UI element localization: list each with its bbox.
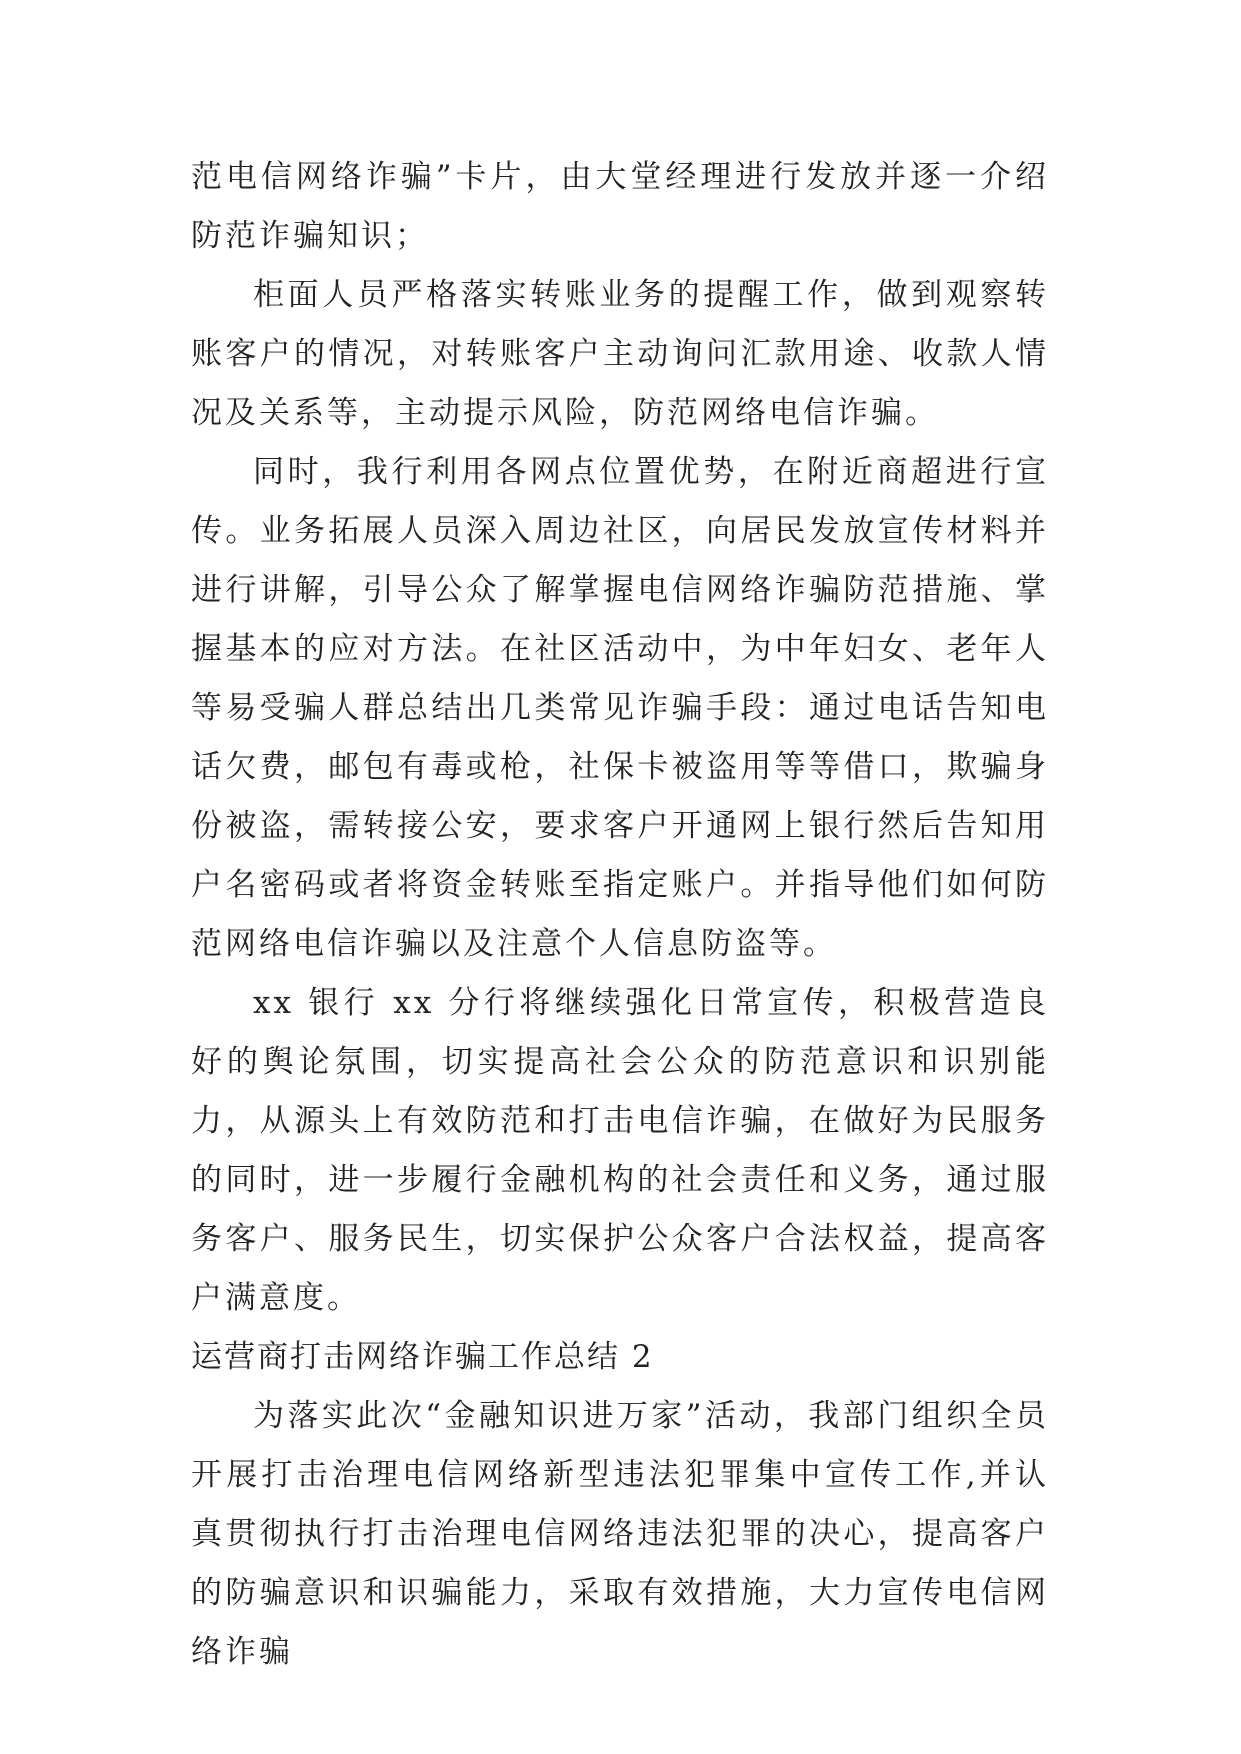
paragraph-section-intro: 为落实此次“金融知识进万家”活动，我部门组织全员开展打击治理电信网络新型违法犯罪集中宣传工作,并认真贯彻执行打击治理电信网络违法犯罪的决心，提高客户的防骗意识和识骗能力，采取有效措施，大力宣传电信网络诈骗 — [191, 1398, 1049, 1670]
document-body — [191, 148, 1049, 1682]
paragraph-continuation: 范电信网络诈骗”卡片，由大堂经理进行发放并逐一介绍防范诈骗知识； — [191, 159, 1049, 254]
paragraph-community-outreach: 同时，我行利用各网点位置优势，在附近商超进行宣传。业务拓展人员深入周边社区，向居民发放宣传材料并进行讲解，引导公众了解掌握电信网络诈骗防范措施、掌握基本的应对方法。在社区活动中，为中年妇女、老年人等易受骗人群总结出几类常见诈骗手段：通过电话告知电话欠费，邮包有毒或枪，社保卡被盗用等等借口，欺骗身份被盗，需转接公安，要求客户开通网上银行然后告知用户名密码或者将资金转账至指定账户。并指导他们如何防范网络电信诈骗以及注意个人信息防盗等。 — [191, 454, 1049, 962]
paragraph-branch-commitment: xx 银行 xx 分行将继续强化日常宣传，积极营造良好的舆论氛围，切实提高社会公众的防范意识和识别能力，从源头上有效防范和打击电信诈骗，在做好为民服务的同时，进一步履行金融机构的社会责任和义务，通过服务客户、服务民生，切实保护公众客户合法权益，提高客户满意度。 — [191, 985, 1049, 1316]
section-heading: 运营商打击网络诈骗工作总结 2 — [191, 1339, 654, 1375]
paragraph-counter-staff: 柜面人员严格落实转账业务的提醒工作，做到观察转账客户的情况，对转账客户主动询问汇款用途、收款人情况及关系等，主动提示风险，防范网络电信诈骗。 — [191, 277, 1049, 431]
